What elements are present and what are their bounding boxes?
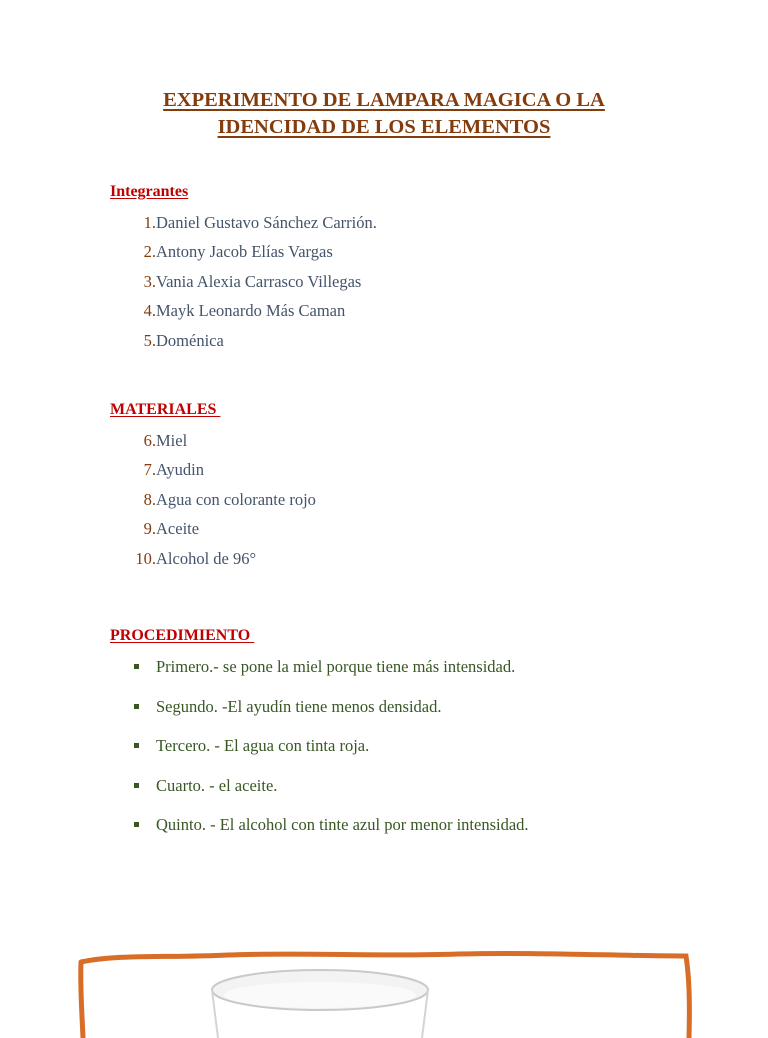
list-text: Vania Alexia Carrasco Villegas <box>156 271 362 291</box>
procedure-text: Cuarto. - el aceite. <box>156 775 278 795</box>
procedure-text: Primero.- se pone la miel porque tiene más intensidad. <box>156 657 516 676</box>
list-number: 8. <box>143 489 156 509</box>
list-number: 1. <box>143 213 156 232</box>
list-text: Alcohol de 96° <box>156 548 257 568</box>
square-bullet-icon <box>134 664 139 669</box>
procedure-text: Tercero. - El agua con tinta roja. <box>156 736 370 755</box>
list-number: 7. <box>143 460 156 480</box>
title-line-1: EXPERIMENTO DE LAMPARA MAGICA O LA <box>163 89 605 111</box>
list-text: Antony Jacob Elías Vargas <box>156 242 333 262</box>
list-text: Mayk Leonardo Más Caman <box>156 301 346 321</box>
list-number: 10. <box>135 548 156 568</box>
list-number: 4. <box>143 301 156 321</box>
square-bullet-icon <box>134 704 139 709</box>
list-number: 3. <box>143 271 156 291</box>
list-text: Ayudin <box>156 460 204 480</box>
materiales-heading: MATERIALES <box>110 401 221 418</box>
procedure-text: Quinto. - El alcohol con tinte azul por menor intensidad. <box>156 815 529 834</box>
list-text: Miel <box>156 431 188 450</box>
glass-photo-frame <box>78 948 694 1038</box>
square-bullet-icon <box>134 783 139 788</box>
list-text: Daniel Gustavo Sánchez Carrión. <box>156 213 377 232</box>
list-number: 6. <box>143 431 156 450</box>
procedimiento-heading: PROCEDIMIENTO <box>110 627 255 644</box>
procedure-text: Segundo. -El ayudín tiene menos densidad. <box>156 696 442 716</box>
integrantes-heading: Integrantes <box>110 183 189 200</box>
square-bullet-icon <box>134 743 139 748</box>
list-number: 2. <box>143 242 156 262</box>
title-line-2: IDENCIDAD DE LOS ELEMENTOS <box>217 116 551 138</box>
list-number: 5. <box>143 330 156 350</box>
document-title <box>0 87 768 141</box>
list-text: Agua con colorante rojo <box>156 489 316 509</box>
glass-icon <box>212 970 428 1038</box>
square-bullet-icon <box>134 822 139 827</box>
list-number: 9. <box>143 519 156 539</box>
list-text: Aceite <box>156 519 200 539</box>
list-text: Doménica <box>156 330 224 350</box>
